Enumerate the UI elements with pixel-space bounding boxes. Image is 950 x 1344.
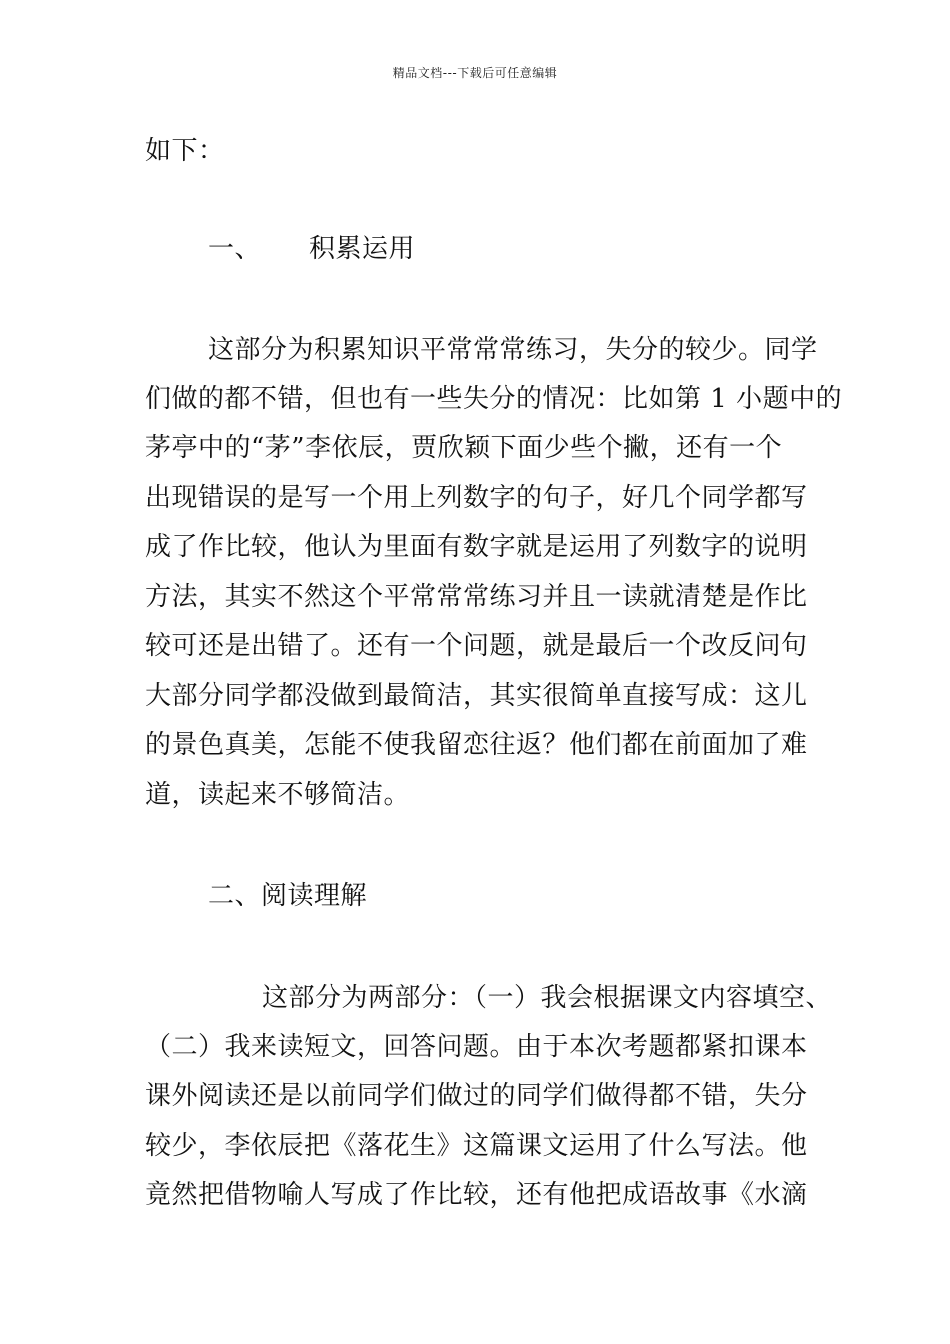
section-1-paragraph-line: 的景色真美，怎能不使我留恋往返？他们都在前面加了难 [145, 730, 808, 760]
section-2-paragraph-line: 较少，李依辰把《落花生》这篇课文运用了什么写法。他 [145, 1131, 808, 1161]
section-1-number: 一、 [208, 234, 262, 264]
section-2-paragraph-line: 这部分为两部分：（一）我会根据课文内容填空、 [262, 983, 833, 1013]
section-1-paragraph-line: 们做的都不错，但也有一些失分的情况：比如第 1 小题中的 [145, 384, 843, 414]
section-2-paragraph-line: 竟然把借物喻人写成了作比较，还有他把成语故事《水滴 [145, 1180, 808, 1210]
section-1-paragraph-line: 这部分为积累知识平常常常练习，失分的较少。同学 [208, 335, 818, 365]
section-2-paragraph-line: 课外阅读还是以前同学们做过的同学们做得都不错，失分 [145, 1081, 808, 1111]
section-1-heading [208, 234, 415, 264]
section-2-heading: 二、阅读理解 [208, 881, 368, 911]
section-2-paragraph-line: （二）我来读短文，回答问题。由于本次考题都紧扣课本 [145, 1032, 808, 1062]
section-1-paragraph-line: 茅亭中的“茅”李依辰，贾欣颖下面少些个撇，还有一个 [145, 433, 783, 463]
page-header-watermark: 精品文档---下载后可任意编辑 [392, 66, 558, 80]
section-1-paragraph-line: 大部分同学都没做到最简洁，其实很简单直接写成：这儿 [145, 681, 808, 711]
section-1-paragraph-line: 出现错误的是写一个用上列数字的句子，好几个同学都写 [145, 483, 808, 513]
section-1-title: 积累运用 [309, 234, 416, 264]
section-1-paragraph-line: 成了作比较，他认为里面有数字就是运用了列数字的说明 [145, 532, 808, 562]
section-1-paragraph-line: 方法，其实不然这个平常常常练习并且一读就清楚是作比 [145, 582, 808, 612]
section-1-paragraph-line: 道，读起来不够简洁。 [145, 780, 411, 810]
intro-text: 如下： [145, 136, 225, 166]
section-1-paragraph-line: 较可还是出错了。还有一个问题，就是最后一个改反问句 [145, 631, 808, 661]
